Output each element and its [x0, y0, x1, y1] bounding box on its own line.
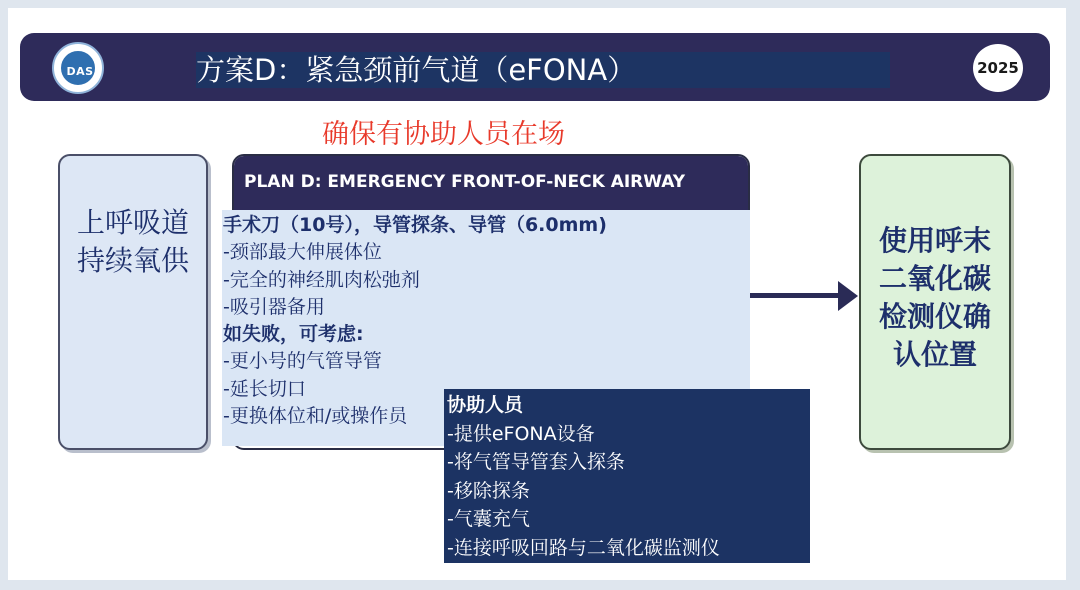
oxygenation-line-1: 上呼吸道	[76, 206, 189, 239]
oxygenation-box	[58, 154, 208, 450]
oxygenation-line-2: 持续氧供	[76, 244, 189, 277]
assistant-task: -连接呼吸回路与二氧化碳监测仪	[447, 536, 720, 559]
assistant-task: -气囊充气	[447, 508, 530, 530]
equipment-line: 手术刀（10号），导管探条、导管（6.0mm)	[223, 214, 607, 236]
step-item: -吸引器备用	[223, 295, 325, 318]
fail-step-item: -更小号的气管导管	[223, 350, 382, 373]
page-title: 方案D：紧急颈前气道（eFONA）	[196, 53, 637, 87]
arrow-right-icon	[838, 281, 858, 311]
capnography-text	[861, 222, 1009, 374]
plan-d-header-text: PLAN D: EMERGENCY FRONT-OF-NECK AIRWAY	[244, 172, 686, 192]
fail-step-item: -延长切口	[223, 377, 306, 400]
capnography-line-3: 检测仪确	[878, 300, 991, 333]
oxygenation-text	[60, 204, 206, 280]
capnography-line-2: 二氧化碳	[878, 262, 991, 295]
year-badge: 2025	[971, 42, 1025, 94]
assistant-task: -将气管导管套入探条	[447, 451, 625, 473]
assistant-heading: 协助人员	[447, 394, 524, 416]
assistant-tasks	[447, 391, 720, 562]
arrow-shaft	[750, 293, 842, 298]
logo-text: DAS	[66, 65, 94, 78]
fail-step-item: -更换体位和/或操作员	[223, 405, 408, 428]
step-item: -颈部最大伸展体位	[223, 241, 382, 264]
assistant-task: -提供eFONA设备	[447, 422, 595, 445]
capnography-line-4: 认位置	[892, 338, 977, 371]
assistant-task: -移除探条	[447, 479, 530, 502]
logo-emblem	[59, 49, 97, 87]
fail-heading: 如失败，可考虑:	[223, 323, 364, 346]
subtitle: 确保有协助人员在场	[322, 119, 565, 150]
step-item: -完全的神经肌肉松弛剂	[223, 268, 420, 291]
capnography-line-1: 使用呼末	[878, 224, 991, 257]
das-logo-icon	[52, 42, 104, 94]
capnography-box	[859, 154, 1011, 450]
